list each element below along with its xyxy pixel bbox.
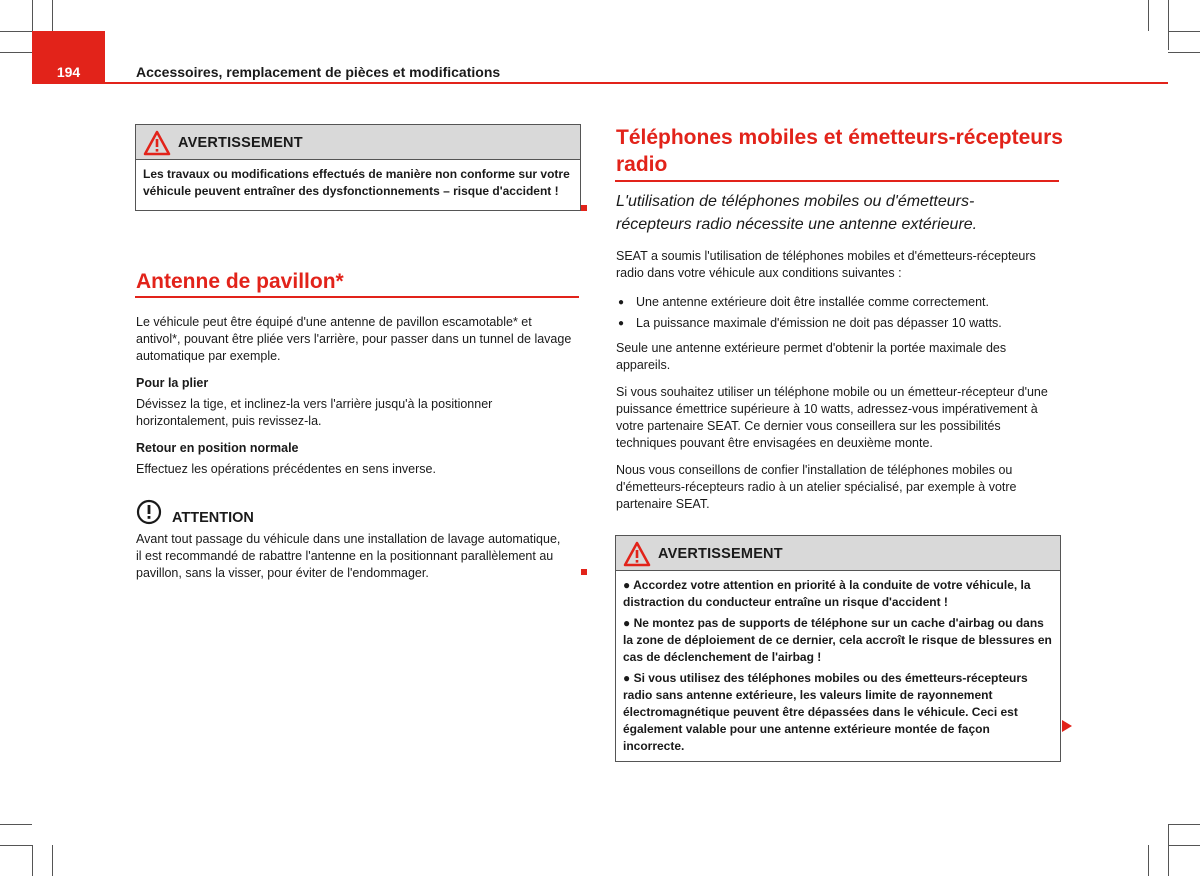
antenne-content (136, 314, 578, 478)
warning-item: ● Ne montez pas de supports de téléphone sur un cache d'airbag ou dans la zone de déploiement de ce dernier, cela accroît le risque de blessures en cas de déclenchement de l'airbag ! (623, 616, 1052, 664)
warning-item: ● Accordez votre attention en priorité à la conduite de votre véhicule, la distraction du conducteur entraîne un risque d'accident ! (623, 578, 1031, 609)
warning-triangle-icon (623, 541, 651, 567)
warning-box-telephones (615, 535, 1061, 762)
crop-mark (0, 824, 32, 825)
telephones-content (616, 248, 1060, 513)
crop-mark (52, 0, 53, 31)
warning-triangle-icon (143, 130, 171, 156)
conditions-list (616, 294, 1060, 332)
list-item: ● Une antenne extérieure doit être installée comme correctement. (616, 294, 1060, 311)
attention-title: ATTENTION (172, 510, 254, 526)
attention-text: Avant tout passage du véhicule dans une installation de lavage automatique, il est recommandé de rabattre l'antenne en la positionnant parallèlement au pavillon, sans la visser, pour éviter de l'endommager. (136, 532, 561, 580)
end-square-icon (581, 205, 587, 211)
telephones-p4: Nous vous conseillons de confier l'installation de téléphones mobiles ou d'émetteurs-récepteurs radio à un atelier spécialisé, par exemple à votre partenaire SEAT. (616, 463, 1017, 511)
crop-mark (1168, 52, 1200, 53)
warning-title: AVERTISSEMENT (658, 546, 783, 562)
return-text: Effectuez les opérations précédentes en sens inverse. (136, 462, 436, 476)
crop-mark (0, 845, 32, 846)
crop-mark (1168, 31, 1200, 32)
crop-mark (1168, 845, 1200, 846)
warning-body (616, 571, 1060, 761)
warning-header (136, 125, 580, 160)
section-title: Accessoires, remplacement de pièces et modifications (136, 64, 501, 80)
telephones-p1: SEAT a soumis l'utilisation de téléphones mobiles et d'émetteurs-récepteurs radio dans votre véhicule aux conditions suivantes : (616, 249, 1036, 280)
warning-header (616, 536, 1060, 571)
crop-mark (32, 845, 33, 876)
crop-mark (0, 31, 32, 32)
crop-mark (0, 52, 32, 53)
crop-mark (32, 0, 33, 31)
warning-box-modifications (135, 124, 581, 211)
heading-rule (615, 180, 1059, 182)
telephones-p2: Seule une antenne extérieure permet d'obtenir la portée maximale des appareils. (616, 341, 1007, 372)
antenne-intro: Le véhicule peut être équipé d'une antenne de pavillon escamotable* et antivol*, pouvant être pliée vers l'arrière, pour passer dans un tunnel de lavage automatique par exemple. (136, 315, 572, 363)
crop-mark (1148, 0, 1149, 31)
crop-mark (52, 845, 53, 876)
heading-antenne: Antenne de pavillon* (136, 270, 344, 293)
warning-text: Les travaux ou modifications effectués de manière non conforme sur votre véhicule peuvent entraîner des dysfonctionnements – risque d'accident ! (143, 167, 570, 198)
warning-title: AVERTISSEMENT (178, 135, 303, 151)
fold-text: Dévissez la tige, et inclinez-la vers l'arrière jusqu'à la positionner horizontalement, puis revissez-la. (136, 397, 493, 428)
telephones-p3: Si vous souhaitez utiliser un téléphone mobile ou un émetteur-récepteur d'une puissance émettrice supérieure à 10 watts, adressez-vous impérativement à votre partenaire SEAT. Ce dernier vous conseillera sur les possibilités techniques pouvant être envisagées en deuxième monte. (616, 385, 1048, 450)
crop-mark (1168, 824, 1200, 825)
warning-item: ● Si vous utilisez des téléphones mobiles ou des émetteurs-récepteurs radio sans antenne extérieure, les valeurs limite de rayonnement électromagnétique peuvent être dépassées dans le véhicule. Ceci est également valable pour une antenne extérieure montée de façon incorrecte. (623, 671, 1028, 753)
continue-arrow-icon (1062, 720, 1072, 732)
header-rule (105, 82, 1168, 84)
heading-rule (135, 296, 579, 298)
crop-mark (1168, 0, 1169, 50)
list-item: ● La puissance maximale d'émission ne doit pas dépasser 10 watts. (616, 315, 1060, 332)
crop-mark (1168, 824, 1169, 876)
warning-body (136, 160, 580, 210)
fold-title: Pour la plier (136, 376, 209, 390)
page-number: 194 (56, 64, 81, 80)
return-title: Retour en position normale (136, 441, 299, 455)
heading-telephones: Téléphones mobiles et émetteurs-récepteurs radio (616, 126, 1063, 176)
crop-mark (1148, 845, 1149, 876)
telephones-intro: L'utilisation de téléphones mobiles ou d'émetteurs-récepteurs radio nécessite une antenne extérieure. (616, 193, 978, 233)
end-square-icon (581, 569, 587, 575)
exclamation-circle-icon (136, 499, 162, 525)
